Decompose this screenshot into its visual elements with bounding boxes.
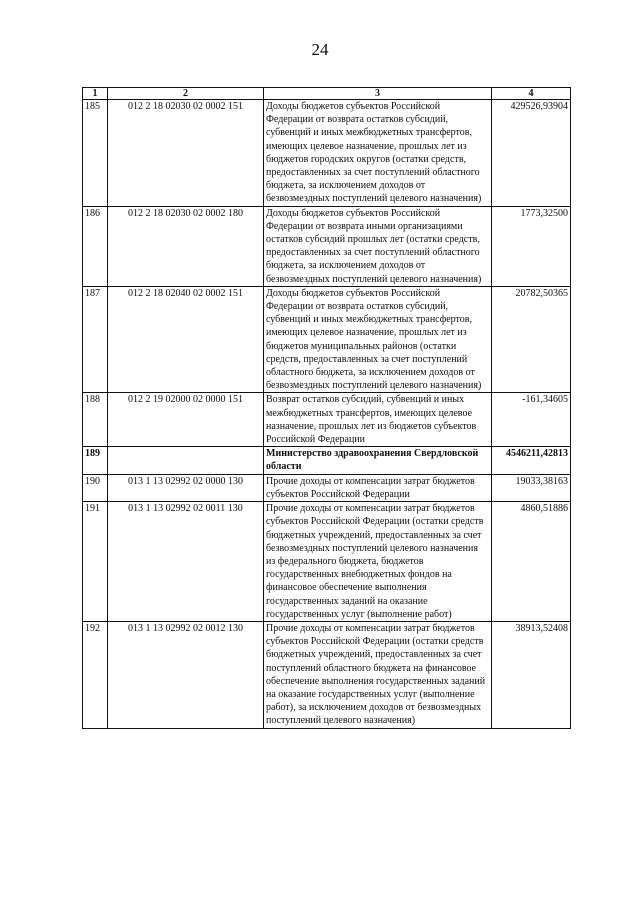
table-row bbox=[83, 474, 571, 501]
row-number-cell: 192 bbox=[83, 621, 108, 728]
page-number: 24 bbox=[311, 40, 329, 59]
income-table bbox=[82, 87, 571, 729]
budget-code-cell: 013 1 13 02992 02 0011 130 bbox=[108, 502, 264, 622]
description-cell: Возврат остатков субсидий, субвенций и иных межбюджетных трансфертов, имеющих целевое назначение, прошлых лет из бюджетов субъектов Российской Федерации bbox=[264, 393, 492, 447]
table-row bbox=[83, 621, 571, 728]
budget-code-cell: 012 2 18 02040 02 0002 151 bbox=[108, 286, 264, 393]
table-row bbox=[83, 286, 571, 393]
budget-code-cell: 012 2 18 02030 02 0002 151 bbox=[108, 100, 264, 207]
row-number-cell: 188 bbox=[83, 393, 108, 447]
row-number-cell: 189 bbox=[83, 447, 108, 474]
table-row bbox=[83, 393, 571, 447]
description-cell: Прочие доходы от компенсации затрат бюджетов субъектов Российской Федерации bbox=[264, 474, 492, 501]
column-header-4: 4 bbox=[492, 88, 571, 100]
budget-code-cell: 012 2 18 02030 02 0002 180 bbox=[108, 206, 264, 286]
column-header-2: 2 bbox=[108, 88, 264, 100]
description-cell: Доходы бюджетов субъектов Российской Федерации от возврата остатков субсидий, субвенций и иных межбюджетных трансфертов, имеющих целевое назначение, прошлых лет из бюджетов городских округов (остатки средств, предоставленных за счет поступлений областного бюджета, за исключением доходов от безвозмездных поступлений целевого назначения) bbox=[264, 100, 492, 207]
amount-cell: 19033,38163 bbox=[492, 474, 571, 501]
table-row bbox=[83, 100, 571, 207]
description-cell: Доходы бюджетов субъектов Российской Федерации от возврата иными организациями остатков субсидий прошлых лет (остатки средств, предоставленных за счет поступлений областного бюджета, за исключением доходов от безвозмездных поступлений целевого назначения) bbox=[264, 206, 492, 286]
budget-code-cell: 013 1 13 02992 02 0000 130 bbox=[108, 474, 264, 501]
amount-cell: -161,34605 bbox=[492, 393, 571, 447]
amount-cell: 20782,50365 bbox=[492, 286, 571, 393]
column-header-1: 1 bbox=[83, 88, 108, 100]
amount-cell: 4546211,42813 bbox=[492, 447, 571, 474]
budget-code-cell: 013 1 13 02992 02 0012 130 bbox=[108, 621, 264, 728]
table-row bbox=[83, 206, 571, 286]
description-cell: Министерство здравоохранения Свердловской области bbox=[264, 447, 492, 474]
amount-cell: 38913,52408 bbox=[492, 621, 571, 728]
table-body bbox=[83, 100, 571, 729]
amount-cell: 1773,32500 bbox=[492, 206, 571, 286]
row-number-cell: 186 bbox=[83, 206, 108, 286]
row-number-cell: 190 bbox=[83, 474, 108, 501]
description-cell: Прочие доходы от компенсации затрат бюджетов субъектов Российской Федерации (остатки средств бюджетных учреждений, предоставленных за счет поступлений областного бюджета на финансовое обеспечение выполнения государственных заданий на оказание государственных услуг (выполнение работ), за исключением доходов от безвозмездных поступлений целевого назначения) bbox=[264, 621, 492, 728]
row-number-cell: 185 bbox=[83, 100, 108, 207]
amount-cell: 4860,51886 bbox=[492, 502, 571, 622]
description-cell: Доходы бюджетов субъектов Российской Федерации от возврата остатков субсидий, субвенций и иных межбюджетных трансфертов, имеющих целевое назначение, прошлых лет из бюджетов муниципальных районов (остатки средств, предоставленных за счет поступлений областного бюджета, за исключением доходов от безвозмездных поступлений целевого назначения) bbox=[264, 286, 492, 393]
table-row bbox=[83, 447, 571, 474]
table-row bbox=[83, 502, 571, 622]
row-number-cell: 191 bbox=[83, 502, 108, 622]
budget-code-cell bbox=[108, 447, 264, 474]
column-header-3: 3 bbox=[264, 88, 492, 100]
row-number-cell: 187 bbox=[83, 286, 108, 393]
budget-code-cell: 012 2 19 02000 02 0000 151 bbox=[108, 393, 264, 447]
table-header-row bbox=[83, 88, 571, 100]
amount-cell: 429526,93904 bbox=[492, 100, 571, 207]
description-cell: Прочие доходы от компенсации затрат бюджетов субъектов Российской Федерации (остатки средств бюджетных учреждений, предоставленных за счет безвозмездных поступлений целевого назначения из федерального бюджета, бюджетов государственных внебюджетных фондов на финансовое обеспечение выполнения государственных заданий на оказание государственных услуг (выполнение работ) bbox=[264, 502, 492, 622]
